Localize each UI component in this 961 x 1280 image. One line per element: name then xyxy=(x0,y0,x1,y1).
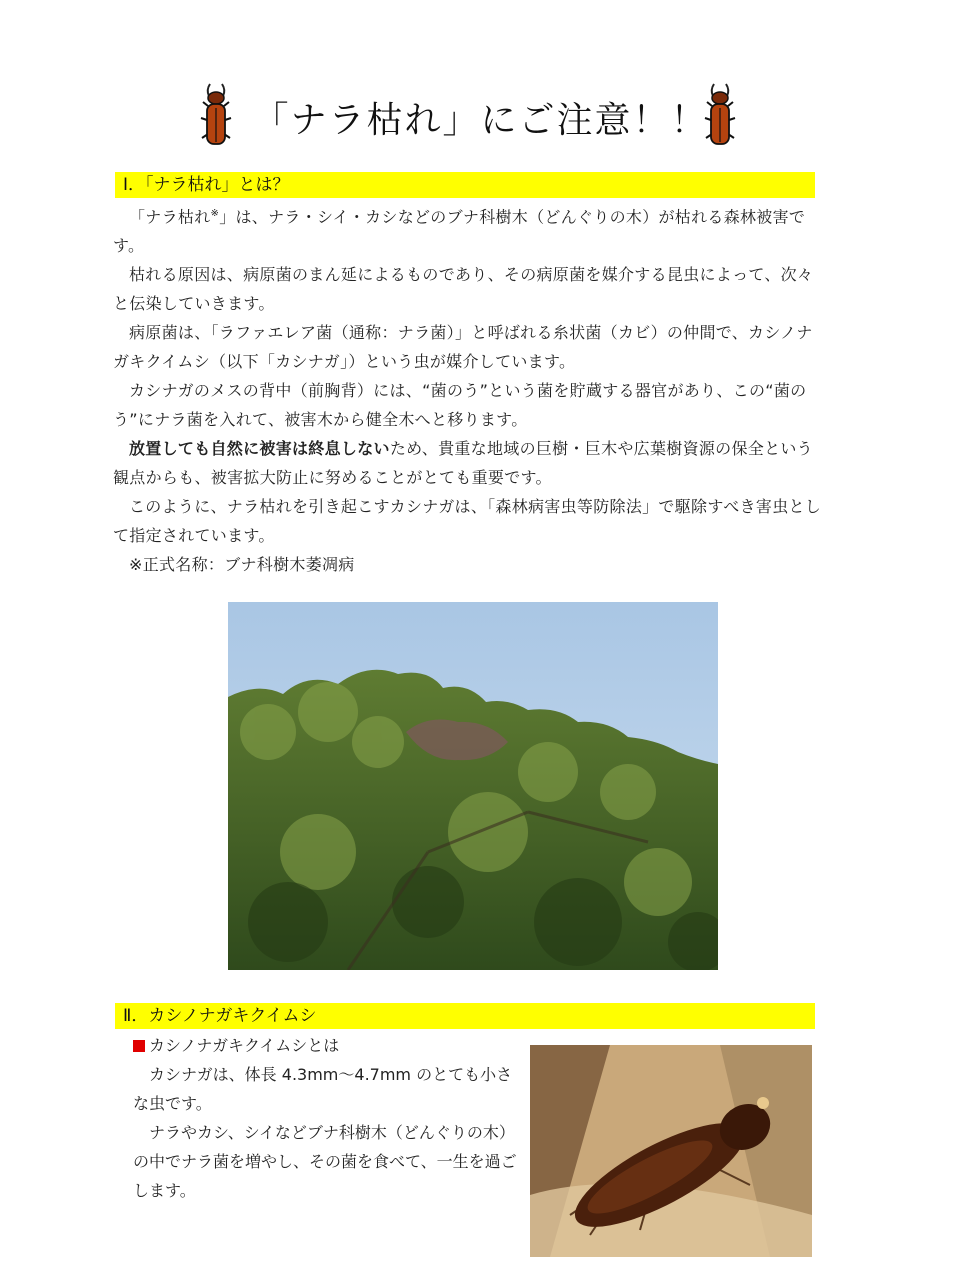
beetle-photo xyxy=(530,1045,812,1257)
section2-heading: Ⅱ．カシノナガキクイムシ xyxy=(115,1003,815,1029)
red-square-icon xyxy=(133,1040,145,1052)
section1-paragraph-6: このように、ナラ枯れを引き起こすカシナガは、「森林病害虫等防除法」で駆除すべき害虫として指定されています。 xyxy=(113,497,822,546)
footnote: ※正式名称：ブナ科樹木萎凋病 xyxy=(129,555,355,575)
section1-paragraph-4: カシナガのメスの背中（前胸背）には、“菌のう”という菌を貯蔵する器官があり、この“菌のう”にナラ菌を入れて、被害木から健全木へと移ります。 xyxy=(113,381,807,430)
section1-paragraph-1: 「ナラ枯れ※」は、ナラ・シイ・カシなどのブナ科樹木（どんぐりの木）が枯れる森林被害です。 xyxy=(113,207,806,256)
section2-paragraph-2: ナラやカシ、シイなどブナ科樹木（どんぐりの木）の中でナラ菌を増やし、その菌を食べて、一生を過ごします。 xyxy=(133,1123,517,1200)
section1-body xyxy=(113,199,823,579)
section2-paragraph-1: カシナガは、体長 4.3mm～4.7mm のとても小さな虫です。 xyxy=(133,1065,513,1113)
forest-photo xyxy=(228,602,718,970)
section1-heading: Ⅰ．「ナラ枯れ」とは？ xyxy=(115,172,815,198)
section1-paragraph-2: 枯れる原因は、病原菌のまん延によるものであり、その病原菌を媒介する昆虫によって、次々と伝染していきます。 xyxy=(113,265,814,314)
section2-body xyxy=(133,1031,523,1205)
section2-subheading: カシノナガキクイムシとは xyxy=(133,1031,523,1060)
section1-paragraph-5: 放置しても自然に被害は終息しないため、貴重な地域の巨樹・巨木や広葉樹資源の保全という観点からも、被害拡大防止に努めることがとても重要です。 xyxy=(113,439,813,488)
right-beetle-icon xyxy=(700,80,740,154)
section1-paragraph-3: 病原菌は、「ラファエレア菌（通称：ナラ菌）」と呼ばれる糸状菌（カビ）の仲間で、カシノナガキクイムシ（以下「カシナガ」）という虫が媒介しています。 xyxy=(113,323,813,372)
page-title: 「ナラ枯れ」にご注意！！ xyxy=(252,100,709,141)
